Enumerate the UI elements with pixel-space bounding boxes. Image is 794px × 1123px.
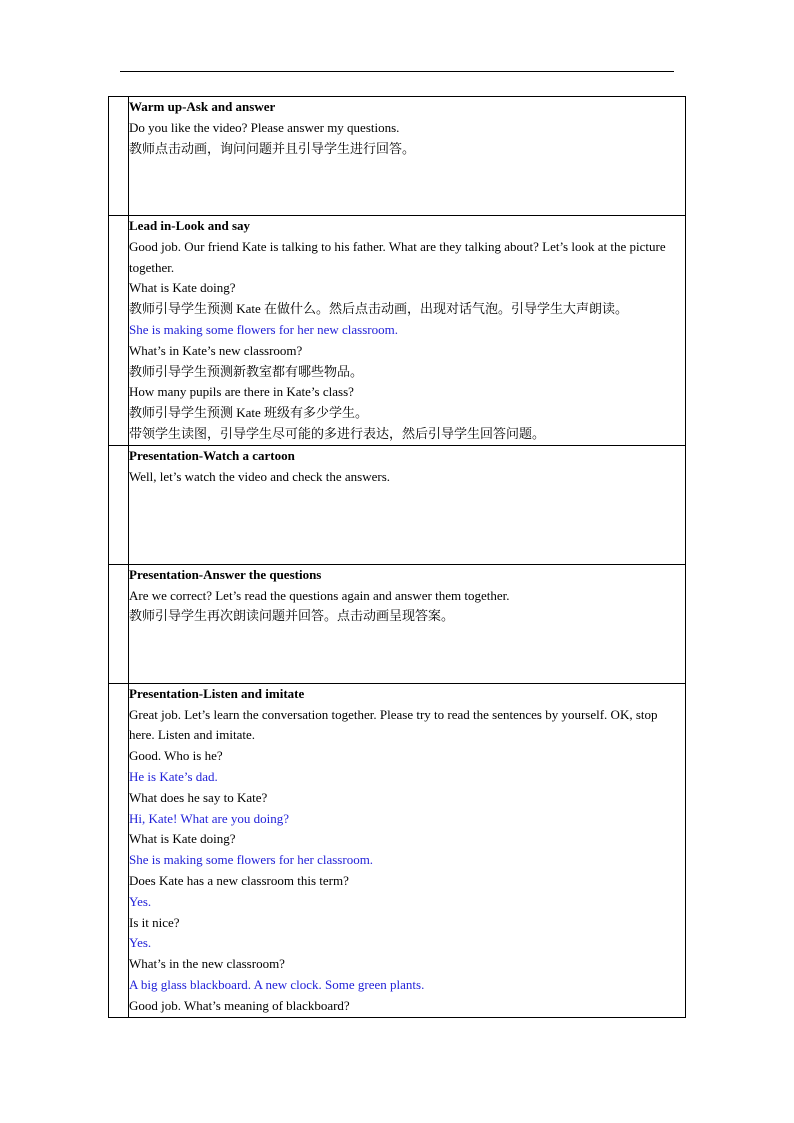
section-row [109, 683, 686, 1017]
content-line: Does Kate has a new classroom this term? [129, 872, 349, 888]
content-line: 教师引导学生预测新教室都有哪些物品。 [129, 363, 364, 379]
content-line: Is it nice? [129, 914, 180, 930]
content-line: 带领学生读图，引导学生尽可能的多进行表达，然后引导学生回答问题。 [129, 425, 546, 441]
content-line: Good job. Our friend Kate is talking to his father. What are they talking about? Let’s look at the picture together. [129, 238, 666, 275]
content-line: Good. Who is he? [129, 748, 223, 764]
content-line: Great job. Let’s learn the conversation together. Please try to read the sentences by yourself. OK, stop here. Listen and imitate. [129, 706, 658, 743]
answer-line: A big glass blackboard. A new clock. Some green plants. [129, 976, 425, 992]
section-content-cell [129, 445, 686, 564]
content-line: What does he say to Kate? [129, 789, 268, 805]
answer-line: Hi, Kate! What are you doing? [129, 810, 290, 826]
content-line: What is Kate doing? [129, 280, 236, 296]
left-column-cell [109, 445, 129, 564]
section-title: Lead in-Look and say [129, 218, 251, 233]
answer-line: He is Kate’s dad. [129, 768, 218, 784]
content-line: 教师引导学生预测 Kate 在做什么。然后点击动画，出现对话气泡。引导学生大声朗读。 [129, 301, 629, 317]
section-title: Presentation-Watch a cartoon [129, 447, 295, 463]
content-line: How many pupils are there in Kate’s class? [129, 384, 354, 400]
left-column-cell [109, 564, 129, 683]
section-row [109, 97, 686, 216]
content-line: Do you like the video? Please answer my questions. [129, 119, 400, 135]
content-line: Well, let’s watch the video and check the answers. [129, 468, 391, 484]
content-line: What’s in the new classroom? [129, 956, 285, 972]
left-column-cell [109, 216, 129, 446]
answer-line: She is making some flowers for her new classroom. [129, 321, 398, 337]
left-column-cell [109, 683, 129, 1017]
section-content-cell [129, 97, 686, 216]
section-row [109, 564, 686, 683]
lesson-plan-table [108, 96, 686, 1018]
content-line: What’s in Kate’s new classroom? [129, 342, 303, 358]
content-line: 教师引导学生再次朗读问题并回答。点击动画呈现答案。 [129, 608, 455, 624]
content-line: 教师点击动画，询问问题并且引导学生进行回答。 [129, 140, 416, 156]
answer-line: Yes. [129, 893, 152, 909]
section-content-cell [129, 683, 686, 1017]
answer-line: Yes. [129, 935, 152, 951]
lesson-table-body [109, 97, 686, 1018]
answer-line: She is making some flowers for her classroom. [129, 852, 374, 868]
section-title: Presentation-Listen and imitate [129, 685, 305, 701]
section-content-cell [129, 564, 686, 683]
content-line: What is Kate doing? [129, 831, 236, 847]
header-rule [120, 71, 674, 72]
section-row [109, 216, 686, 446]
section-title: Warm up-Ask and answer [129, 99, 276, 114]
content-line: 教师引导学生预测 Kate 班级有多少学生。 [129, 405, 369, 421]
section-row [109, 445, 686, 564]
content-line: Good job. What’s meaning of blackboard? [129, 997, 350, 1013]
content-line: Are we correct? Let’s read the questions again and answer them together. [129, 587, 510, 603]
left-column-cell [109, 97, 129, 216]
section-content-cell [129, 216, 686, 446]
section-title: Presentation-Answer the questions [129, 566, 322, 582]
